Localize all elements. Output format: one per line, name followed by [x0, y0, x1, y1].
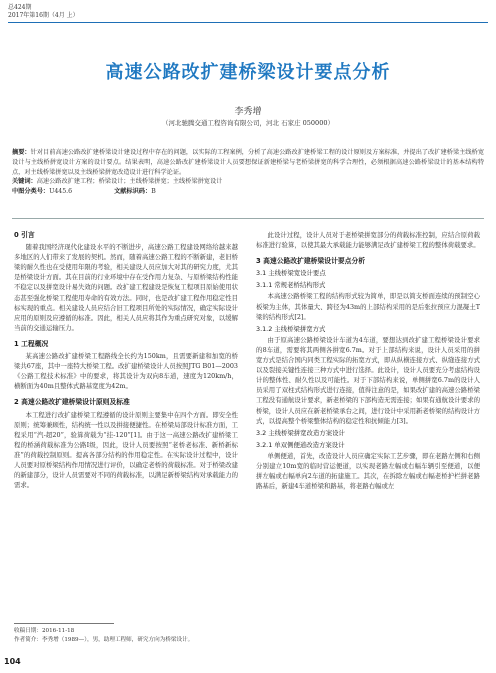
author-affiliation: （河北驰腾交通工程咨询有限公司，河北 石家庄 050000） — [162, 119, 334, 127]
author-bio-label: 作者简介： — [14, 637, 42, 643]
abstract-label: 摘要： — [12, 149, 31, 156]
page-number: 104 — [4, 657, 21, 666]
section-0-paragraph: 随着我国经济现代化建设水平的不断进步，高速公路工程建设网络给越来越多地区的人们带来了发展的契机。然而，随着高速公路工程的不断新建，老旧桥梁的耐久性也在受使用年限的考验，相关建设人员应加大对其的研究力度，尤其是桥梁设计方面。其在目前的行业环境中存在受作用力复杂、与原桥梁结构性能不稳定以及拼宽设计易失效的问题。改扩建工程建设是恢复工程项目原始使用状态甚至强化桥梁工程使用寿命的有效方法。同时，也是改扩建工程作用稳定性目标实现的重点。相关建设人员应结合旧工程项目所处的实际情况，确定实际设计应用的原则及应遵循的标准。因此，相关人员应将其作为重点研究对象，以缓解当前的交通运输压力。 — [14, 243, 238, 332]
abstract-paragraph — [12, 148, 484, 177]
section-2-heading: 2 高速公路改扩建桥梁设计原则及标准 — [14, 398, 130, 407]
received-date: 2016-11-18 — [41, 628, 75, 634]
section-0-heading: 0 引言 — [14, 231, 35, 239]
section-3-2-1-paragraph: 单侧便道，首先，改造设计人员应确定实际工艺步骤，即在老路左侧和右侧分别建立10m宽的临时营运便道，以实现老路左幅或右幅车辆引至便道，以便拼左幅或右幅单向2车道的拓建施工。其次，在拆除左幅或右幅老桥护栏拼老路路基后，新建4车道桥梁和路基，将老路右幅或左 — [256, 451, 480, 491]
classification-line — [12, 187, 484, 197]
section-3-1-heading: 3.1 主线桥梁宽设计要点 — [256, 269, 326, 278]
continued-paragraph: 此设计过程，设计人员对于老桥梁拼宽部分的荷载标准控制，应结合原荷载标准进行验算，以使其最大承载能力能够满足改扩建桥梁工程的整体荷载要求。 — [256, 231, 480, 250]
received-label: 收稿日期： — [14, 628, 42, 634]
section-3-2-1-heading: 3.2.1 单双侧便道改造方案设计 — [256, 440, 345, 449]
abstract-block — [12, 148, 484, 197]
doc-code-value: B — [151, 188, 156, 196]
article-author: 李秀增 — [234, 107, 262, 117]
left-column — [14, 230, 238, 490]
section-3-1-1-paragraph: 本高速公路桥梁工程的结构形式较为简单，即是以简支桥面连续的预制空心板梁为主体，其体量大、跨径为43m的上部结构采用的是后张拉预应力混凝土T梁的结构形式[2]。 — [256, 292, 480, 321]
received-line — [14, 627, 193, 636]
author-bio-text: 李秀增（1989—），男，助理工程师，研究方向为桥梁设计。 — [41, 637, 194, 643]
issue-number: 总424期 — [8, 4, 32, 11]
section-3-heading: 3 高速公路改扩建桥梁设计要点分析 — [256, 257, 366, 266]
clc-value: U445.6 — [49, 188, 73, 196]
right-column — [256, 230, 480, 491]
author-bio-line — [14, 636, 193, 645]
footnote — [14, 627, 193, 645]
section-3-1-2-paragraph: 由于原高速公路桥梁设计车道为4车道，要想达到改扩建工程桥梁设计要求的8车道，需要将其两侧各拼宽6.7m。对于上部结构来说，设计人员采用的拼宽方式是结合国内同类工程实际的拓宽方式，即从纵横连接方式、纵缝连接方式以及裂接关键性连接三种方式中进行选择。此设计，设计人员要充分考虑结构设计的整体性、耐久性以及可能性。对于下部结构来说，单侧拼宽6.7m的设计人员采用了双柱式结构形式进行连接，值得注意的是，如果改扩建的高速公路桥梁工程没有通航设计要求，新老桥梁的下部构造无需连接；如果有通航设计要求的桥梁，设计人员应在新老桥梁承台之间，进行设计中采用新老桥梁的结构设计方式，以提高整个桥梁整体结构的稳定性和抗倾能力[3]。 — [256, 335, 480, 425]
keywords-line — [12, 177, 484, 187]
section-3-2-heading: 3.2 主线桥梁拼宽改造方案设计 — [256, 428, 345, 437]
header-divider — [8, 22, 488, 23]
section-1-paragraph: 某高速公路改扩建桥梁工程路线全长约为150km，且需要新建和加宽的桥梁共67座，其中一座特大桥梁工程。改扩建桥梁设计人员按照JTG B01—2003《公路工程技术标准》中的要求，将其设计为双向8车道，速度为120km/h，横断面为40m且整体式路基宽度为42m。 — [14, 352, 238, 391]
journal-header — [8, 4, 79, 20]
section-3-1-1-heading: 3.1.1 常规老桥结构形式 — [256, 281, 326, 290]
section-2-paragraph: 本工程进行改扩建桥梁工程遵循的设计原则主要集中在四个方面。即安全性原则；统筹兼顾性，结构统一性以及拼接便捷性。在桥梁局部设计标准方面，工程采用“汽-超20”，验算荷载为“挂-120”[1]。由于这一高速公路改扩建桥梁工程的桥涵荷载标准为公路Ⅰ级，因此，设计人员要按照“老桥老标准、新桥新标准”的荷载控制原则。提高各部分结构的作用稳定性。在实际设计过程中，设计人员要对原桥梁结构作用情况进行评价，以确定老桥的荷载标准。对于桥梁改建的新建部分，设计人员需要对不同的荷载标准，以满足新桥梁结构对承载能力的需求。 — [14, 410, 238, 490]
issue-date: 2017年第16期（4月 上） — [8, 12, 79, 19]
article-title: 高速公路改扩建桥梁设计要点分析 — [105, 62, 391, 83]
footnote-divider — [14, 623, 114, 624]
clc-label: 中图分类号： — [12, 188, 50, 196]
section-3-1-2-heading: 3.1.2 主线桥梁拼宽方式 — [256, 324, 326, 333]
keywords-text: 高速公路改扩建工程；桥梁设计；主线桥梁拼宽；主线桥梁拼宽设计 — [36, 178, 223, 186]
abstract-divider — [12, 218, 484, 219]
doc-code-label: 文献标识码： — [114, 188, 152, 196]
abstract-text: 针对目前高速公路改扩建桥梁设计建设过程中存在的问题，以实际的工程案例，分析了高速公路改扩建桥梁工程的设计原则及方案标准，并提出了改扩建桥梁主线桥宽设计与主线桥拼宽设计方案的设计要点。结果表明，高速公路改扩建桥梁设计人员要想保证新建桥梁与老桥梁拼宽的科学合理性，必须根据高速公路桥梁设计的基本结构特点，对主线桥梁拼宽以及主线桥梁拼宽改造设计进行科学论证。 — [12, 149, 485, 176]
section-1-heading: 1 工程概况 — [14, 339, 49, 348]
keywords-label: 关键词： — [12, 178, 37, 186]
